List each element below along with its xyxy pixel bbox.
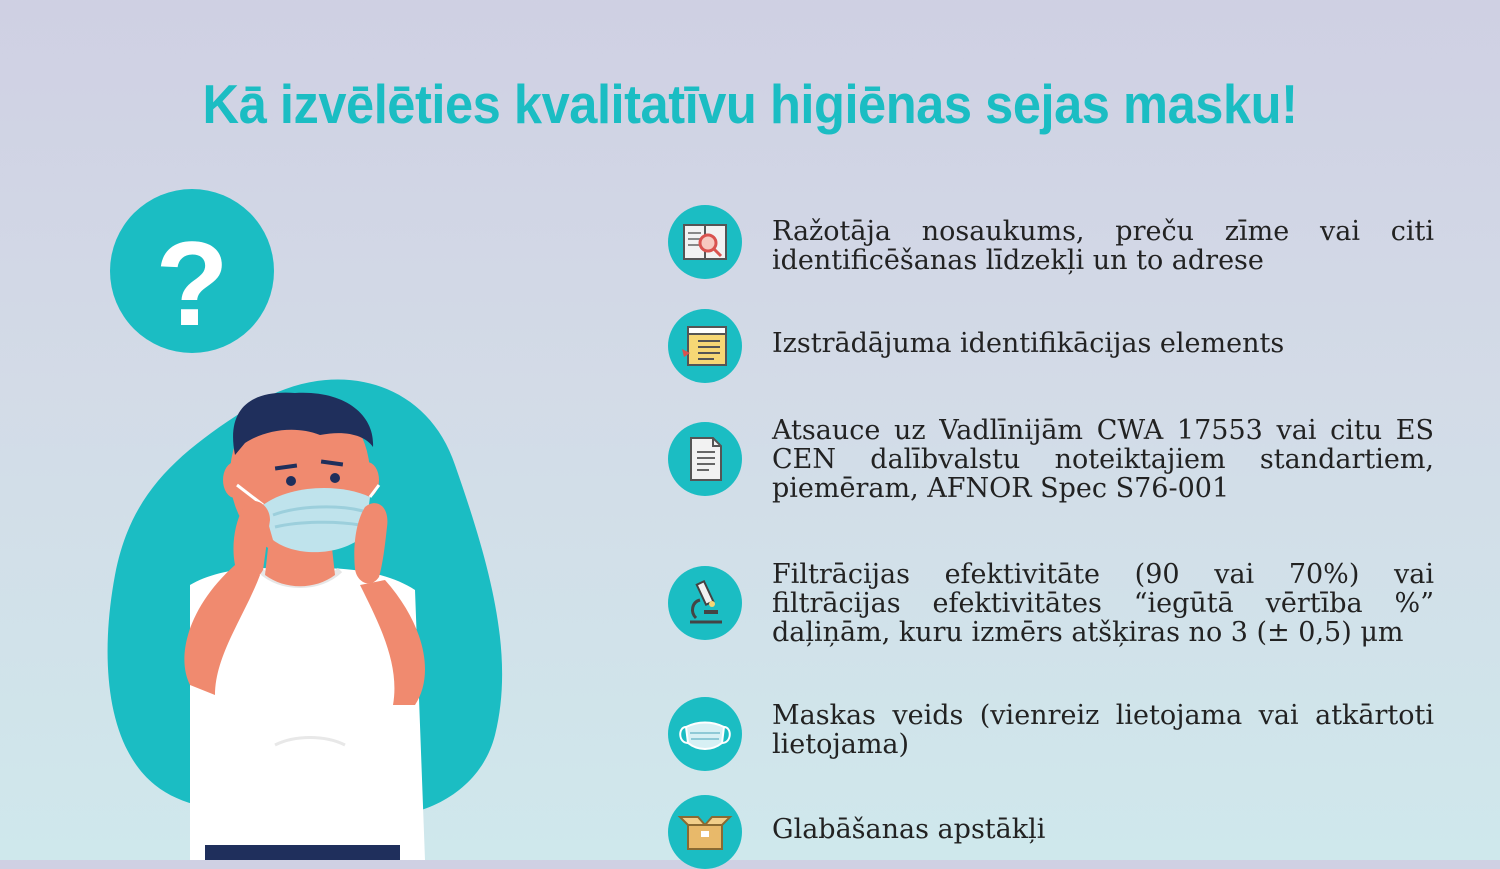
question-mark: ? bbox=[155, 217, 229, 351]
list-item-text: Atsauce uz Vadlīnijām CWA 17553 vai citu ES CEN dalībvalstu noteiktajiem standartiem, piemēram, AFNOR Spec S76-001 bbox=[772, 415, 1434, 504]
face-mask-icon bbox=[668, 697, 742, 771]
question-bubble-icon bbox=[110, 189, 274, 353]
list-item-text: Glabāšanas apstākļi bbox=[772, 814, 1046, 845]
list-item-text: Izstrādājuma identifikācijas elements bbox=[772, 328, 1285, 359]
person-with-mask-illustration bbox=[95, 185, 515, 860]
document-icon bbox=[668, 422, 742, 496]
identification-card-icon bbox=[668, 309, 742, 383]
list-item-text: Filtrācijas efektivitāte (90 vai 70%) vai filtrācijas efektivitātes “iegūtā vērtība %” daļiņām, kuru izmērs atšķiras no 3 (± 0,5) μm bbox=[772, 559, 1434, 648]
requirements-list bbox=[668, 0, 1438, 860]
storage-box-icon bbox=[668, 795, 742, 869]
search-document-icon bbox=[668, 205, 742, 279]
microscope-icon bbox=[668, 566, 742, 640]
list-item-text: Ražotāja nosaukums, preču zīme vai citi identificēšanas līdzekļi un to adrese bbox=[772, 216, 1434, 276]
list-item-text: Maskas veids (vienreiz lietojama vai atkārtoti lietojama) bbox=[772, 700, 1434, 760]
page-title: Kā izvēlēties kvalitatīvu higiēnas sejas masku! bbox=[202, 73, 1298, 135]
